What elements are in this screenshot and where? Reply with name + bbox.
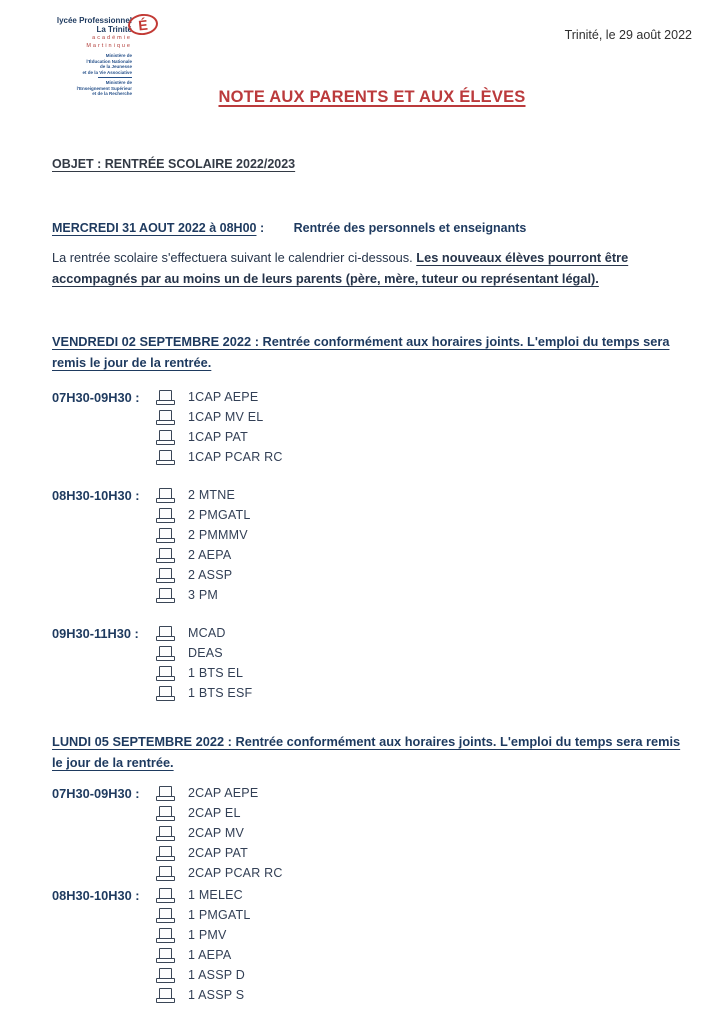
subject-line: OBJET : RENTRÉE SCOLAIRE 2022/2023 xyxy=(52,157,296,171)
class-row xyxy=(52,565,692,585)
class-name: 1 BTS EL xyxy=(188,666,244,680)
class-name: 1 PMV xyxy=(188,928,227,942)
staff-meeting-date: MERCREDI 31 AOUT 2022 à 08H00 xyxy=(52,221,257,235)
class-row xyxy=(52,407,692,427)
laptop-icon xyxy=(156,430,174,445)
class-row xyxy=(52,925,692,945)
ministry-line: Ministère de xyxy=(105,53,132,58)
intro-paragraph xyxy=(52,247,692,289)
laptop-icon xyxy=(156,806,174,821)
class-row xyxy=(52,823,692,843)
class-row xyxy=(52,783,692,803)
ministry-line: l'Enseignement Supérieur xyxy=(76,85,132,91)
class-name: 1CAP PCAR RC xyxy=(188,450,283,464)
class-row xyxy=(52,525,692,545)
class-name: 2 ASSP xyxy=(188,568,233,582)
class-name: 3 PM xyxy=(188,588,218,602)
laptop-icon xyxy=(156,786,174,801)
class-name: DEAS xyxy=(188,646,223,660)
laptop-icon xyxy=(156,826,174,841)
class-row xyxy=(52,965,692,985)
time-slot-label: 08H30-10H30 : xyxy=(52,887,140,903)
class-name: 1 PMGATL xyxy=(188,908,251,922)
time-slot-block xyxy=(52,623,692,703)
class-row xyxy=(52,545,692,565)
class-row xyxy=(52,905,692,925)
staff-meeting-description: Rentrée des personnels et enseignants xyxy=(293,221,527,235)
laptop-icon xyxy=(156,528,174,543)
laptop-icon xyxy=(156,646,174,661)
class-name: 1 MELEC xyxy=(188,888,243,902)
class-name: 1 ASSP D xyxy=(188,968,245,982)
class-name: 2 PMGATL xyxy=(188,508,251,522)
laptop-icon xyxy=(156,626,174,641)
laptop-icon xyxy=(156,928,174,943)
ministry-line: Ministère de xyxy=(105,80,132,85)
school-logo xyxy=(30,16,158,97)
laptop-icon xyxy=(156,508,174,523)
class-row xyxy=(52,447,692,467)
logo-divider xyxy=(98,77,132,78)
laptop-icon xyxy=(156,666,174,681)
class-row xyxy=(52,663,692,683)
school-name-line: La Trinité xyxy=(96,25,132,34)
laptop-icon xyxy=(156,568,174,583)
laptop-icon xyxy=(156,948,174,963)
time-slot-block xyxy=(52,387,692,467)
page-title: NOTE AUX PARENTS ET AUX ÉLÈVES xyxy=(218,88,526,106)
laptop-icon xyxy=(156,390,174,405)
class-name: 2 PMMMV xyxy=(188,528,248,542)
laptop-icon xyxy=(156,488,174,503)
laptop-icon xyxy=(156,908,174,923)
ministry-line: et de la Vie Associative xyxy=(82,69,132,75)
class-name: 1 BTS ESF xyxy=(188,686,253,700)
staff-meeting-line xyxy=(52,221,692,235)
time-slot-block xyxy=(52,485,692,605)
ministry-line: l'Éducation Nationale xyxy=(86,58,132,64)
class-name: 1CAP MV EL xyxy=(188,410,264,424)
class-row xyxy=(52,843,692,863)
class-name: 2CAP PCAR RC xyxy=(188,866,283,880)
laptop-icon xyxy=(156,410,174,425)
class-name: 2CAP EL xyxy=(188,806,241,820)
class-name: 1 AEPA xyxy=(188,948,232,962)
laptop-icon xyxy=(156,450,174,465)
class-name: MCAD xyxy=(188,626,226,640)
laptop-icon xyxy=(156,548,174,563)
laptop-icon xyxy=(156,846,174,861)
time-slot-label: 07H30-09H30 : xyxy=(52,785,140,801)
class-name: 2 AEPA xyxy=(188,548,232,562)
time-slot-label: 08H30-10H30 : xyxy=(52,487,140,503)
academie-badge-icon: É xyxy=(127,12,159,36)
class-row xyxy=(52,885,692,905)
class-row xyxy=(52,803,692,823)
section-heading-monday: LUNDI 05 SEPTEMBRE 2022 : Rentrée conformément aux horaires joints. L'emploi du temps sera remis le jour de la rentrée. xyxy=(52,734,681,770)
laptop-icon xyxy=(156,588,174,603)
class-name: 2CAP AEPE xyxy=(188,786,259,800)
class-row xyxy=(52,643,692,663)
intro-sentence: La rentrée scolaire s'effectuera suivant le calendrier ci-dessous. xyxy=(52,250,417,265)
time-slot-label: 07H30-09H30 : xyxy=(52,389,140,405)
class-name: 1CAP AEPE xyxy=(188,390,259,404)
class-name: 1CAP PAT xyxy=(188,430,248,444)
laptop-icon xyxy=(156,686,174,701)
class-row xyxy=(52,623,692,643)
section-heading-friday: VENDREDI 02 SEPTEMBRE 2022 : Rentrée conformément aux horaires joints. L'emploi du temps sera remis le jour de la rentrée. xyxy=(52,334,670,370)
separator: : xyxy=(256,221,265,235)
class-row xyxy=(52,863,692,883)
time-slot-label: 09H30-11H30 : xyxy=(52,625,139,641)
class-row xyxy=(52,387,692,407)
class-row xyxy=(52,585,692,605)
ministry-block xyxy=(30,53,132,97)
laptop-icon xyxy=(156,888,174,903)
class-row xyxy=(52,427,692,447)
class-name: 2CAP PAT xyxy=(188,846,248,860)
laptop-icon xyxy=(156,968,174,983)
time-slot-block xyxy=(52,783,692,883)
class-row xyxy=(52,683,692,703)
class-row xyxy=(52,945,692,965)
laptop-icon xyxy=(156,988,174,1003)
laptop-icon xyxy=(156,866,174,881)
class-row xyxy=(52,985,692,1005)
region-label: Martinique xyxy=(86,43,132,49)
document-header xyxy=(52,14,692,96)
school-name-line: lycée Professionnel xyxy=(56,16,132,25)
class-name: 1 ASSP S xyxy=(188,988,245,1002)
time-slot-block xyxy=(52,885,692,1005)
intro-emphasis: Les nouveaux élèves pourront être accompagnés par au moins un de leurs parents (père, mère, tuteur ou représentant légal). xyxy=(52,250,629,286)
class-name: 2CAP MV xyxy=(188,826,245,840)
ministry-line: de la Jeunesse xyxy=(99,64,132,69)
document-date: Trinité, le 29 août 2022 xyxy=(564,28,692,42)
class-row xyxy=(52,485,692,505)
ministry-line: et de la Recherche xyxy=(92,91,132,96)
academy-label: académie xyxy=(92,35,132,41)
class-row xyxy=(52,505,692,525)
class-name: 2 MTNE xyxy=(188,488,236,502)
